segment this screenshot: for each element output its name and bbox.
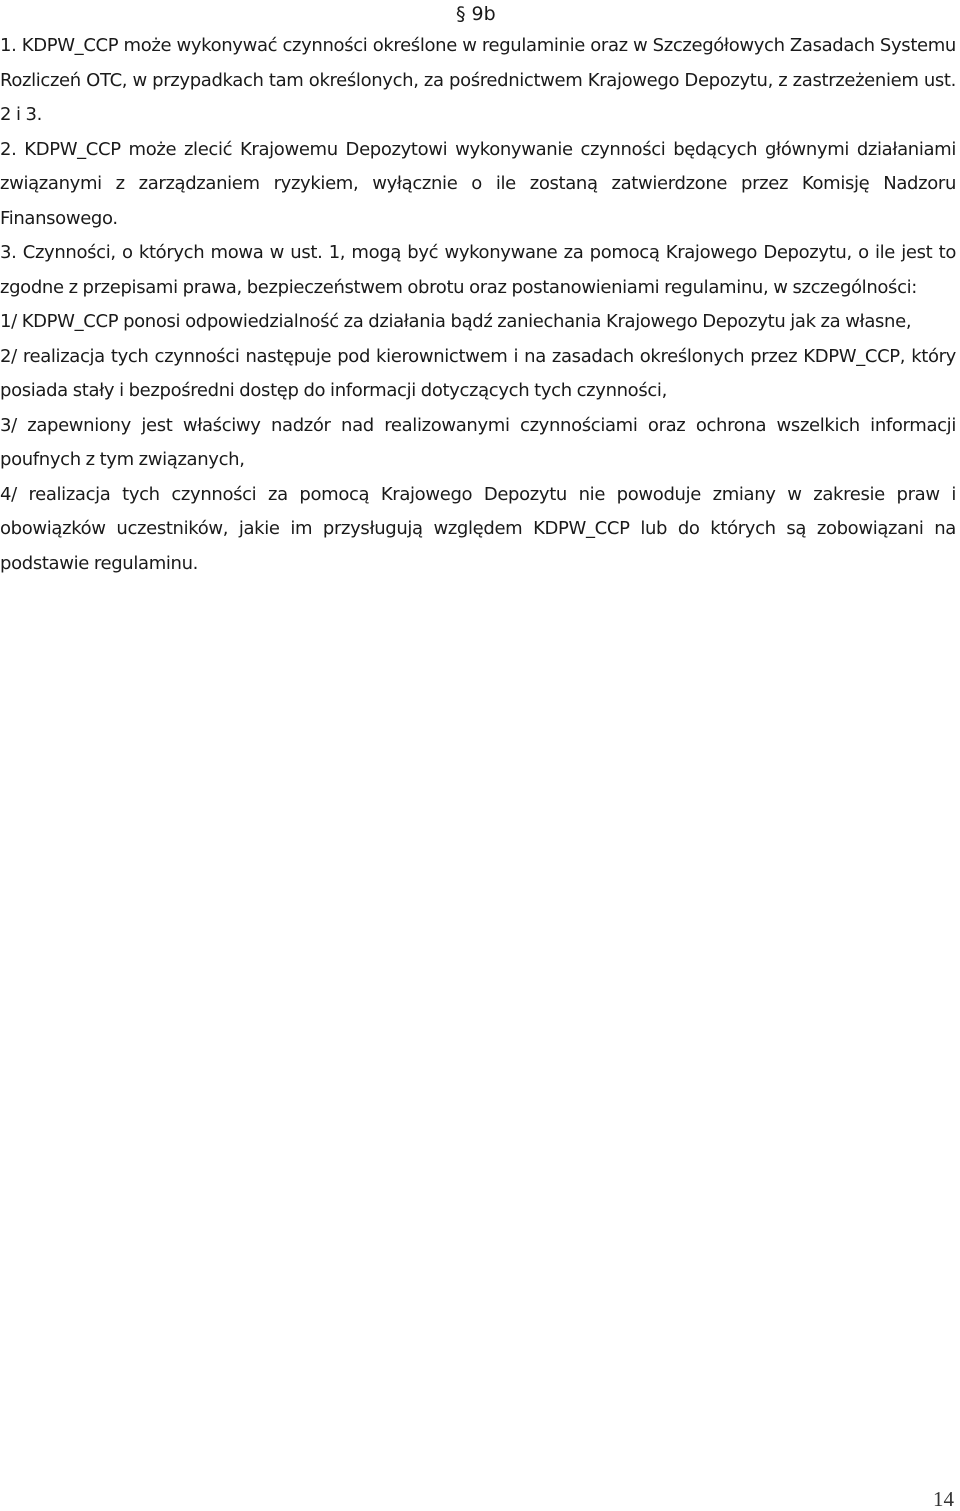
list-item-2: 2/ realizacja tych czynności następuje pod kierownictwem i na zasadach określonych przez KDPW_CCP, który posiada stały i bezpośredni dostęp do informacji dotyczących tych czynności,: [0, 345, 956, 401]
paragraph-3: 3. Czynności, o których mowa w ust. 1, mogą być wykonywane za pomocą Krajowego Depozytu, o ile jest to zgodne z przepisami prawa, bezpieczeństwem obrotu oraz postanowieniami regulaminu, w szczególności:: [0, 242, 956, 298]
list-item-4: 4/ realizacja tych czynności za pomocą Krajowego Depozytu nie powoduje zmiany w zakresie praw i obowiązków uczestników, jakie im przysługują względem KDPW_CCP lub do których są zobowiązani na podstawie regulaminu.: [0, 483, 956, 574]
section-heading: § 9b: [456, 3, 496, 25]
page-number: 14: [933, 1487, 954, 1511]
document-body: [0, 29, 956, 581]
list-item-3: 3/ zapewniony jest właściwy nadzór nad realizowanymi czynnościami oraz ochrona wszelkich informacji poufnych z tym związanych,: [0, 414, 956, 470]
list-item-1: 1/ KDPW_CCP ponosi odpowiedzialność za działania bądź zaniechania Krajowego Depozytu jak za własne,: [0, 311, 912, 332]
paragraph-1: 1. KDPW_CCP może wykonywać czynności określone w regulaminie oraz w Szczegółowych Zasadach Systemu Rozliczeń OTC, w przypadkach tam określonych, za pośrednictwem Krajowego Depozytu, z zastrzeżeniem ust. 2 i 3.: [0, 35, 956, 125]
paragraph-2: 2. KDPW_CCP może zlecić Krajowemu Depozytowi wykonywanie czynności będących głównymi działaniami związanymi z zarządzaniem ryzykiem, wyłącznie o ile zostaną zatwierdzone przez Komisję Nadzoru Finansowego.: [0, 138, 956, 229]
